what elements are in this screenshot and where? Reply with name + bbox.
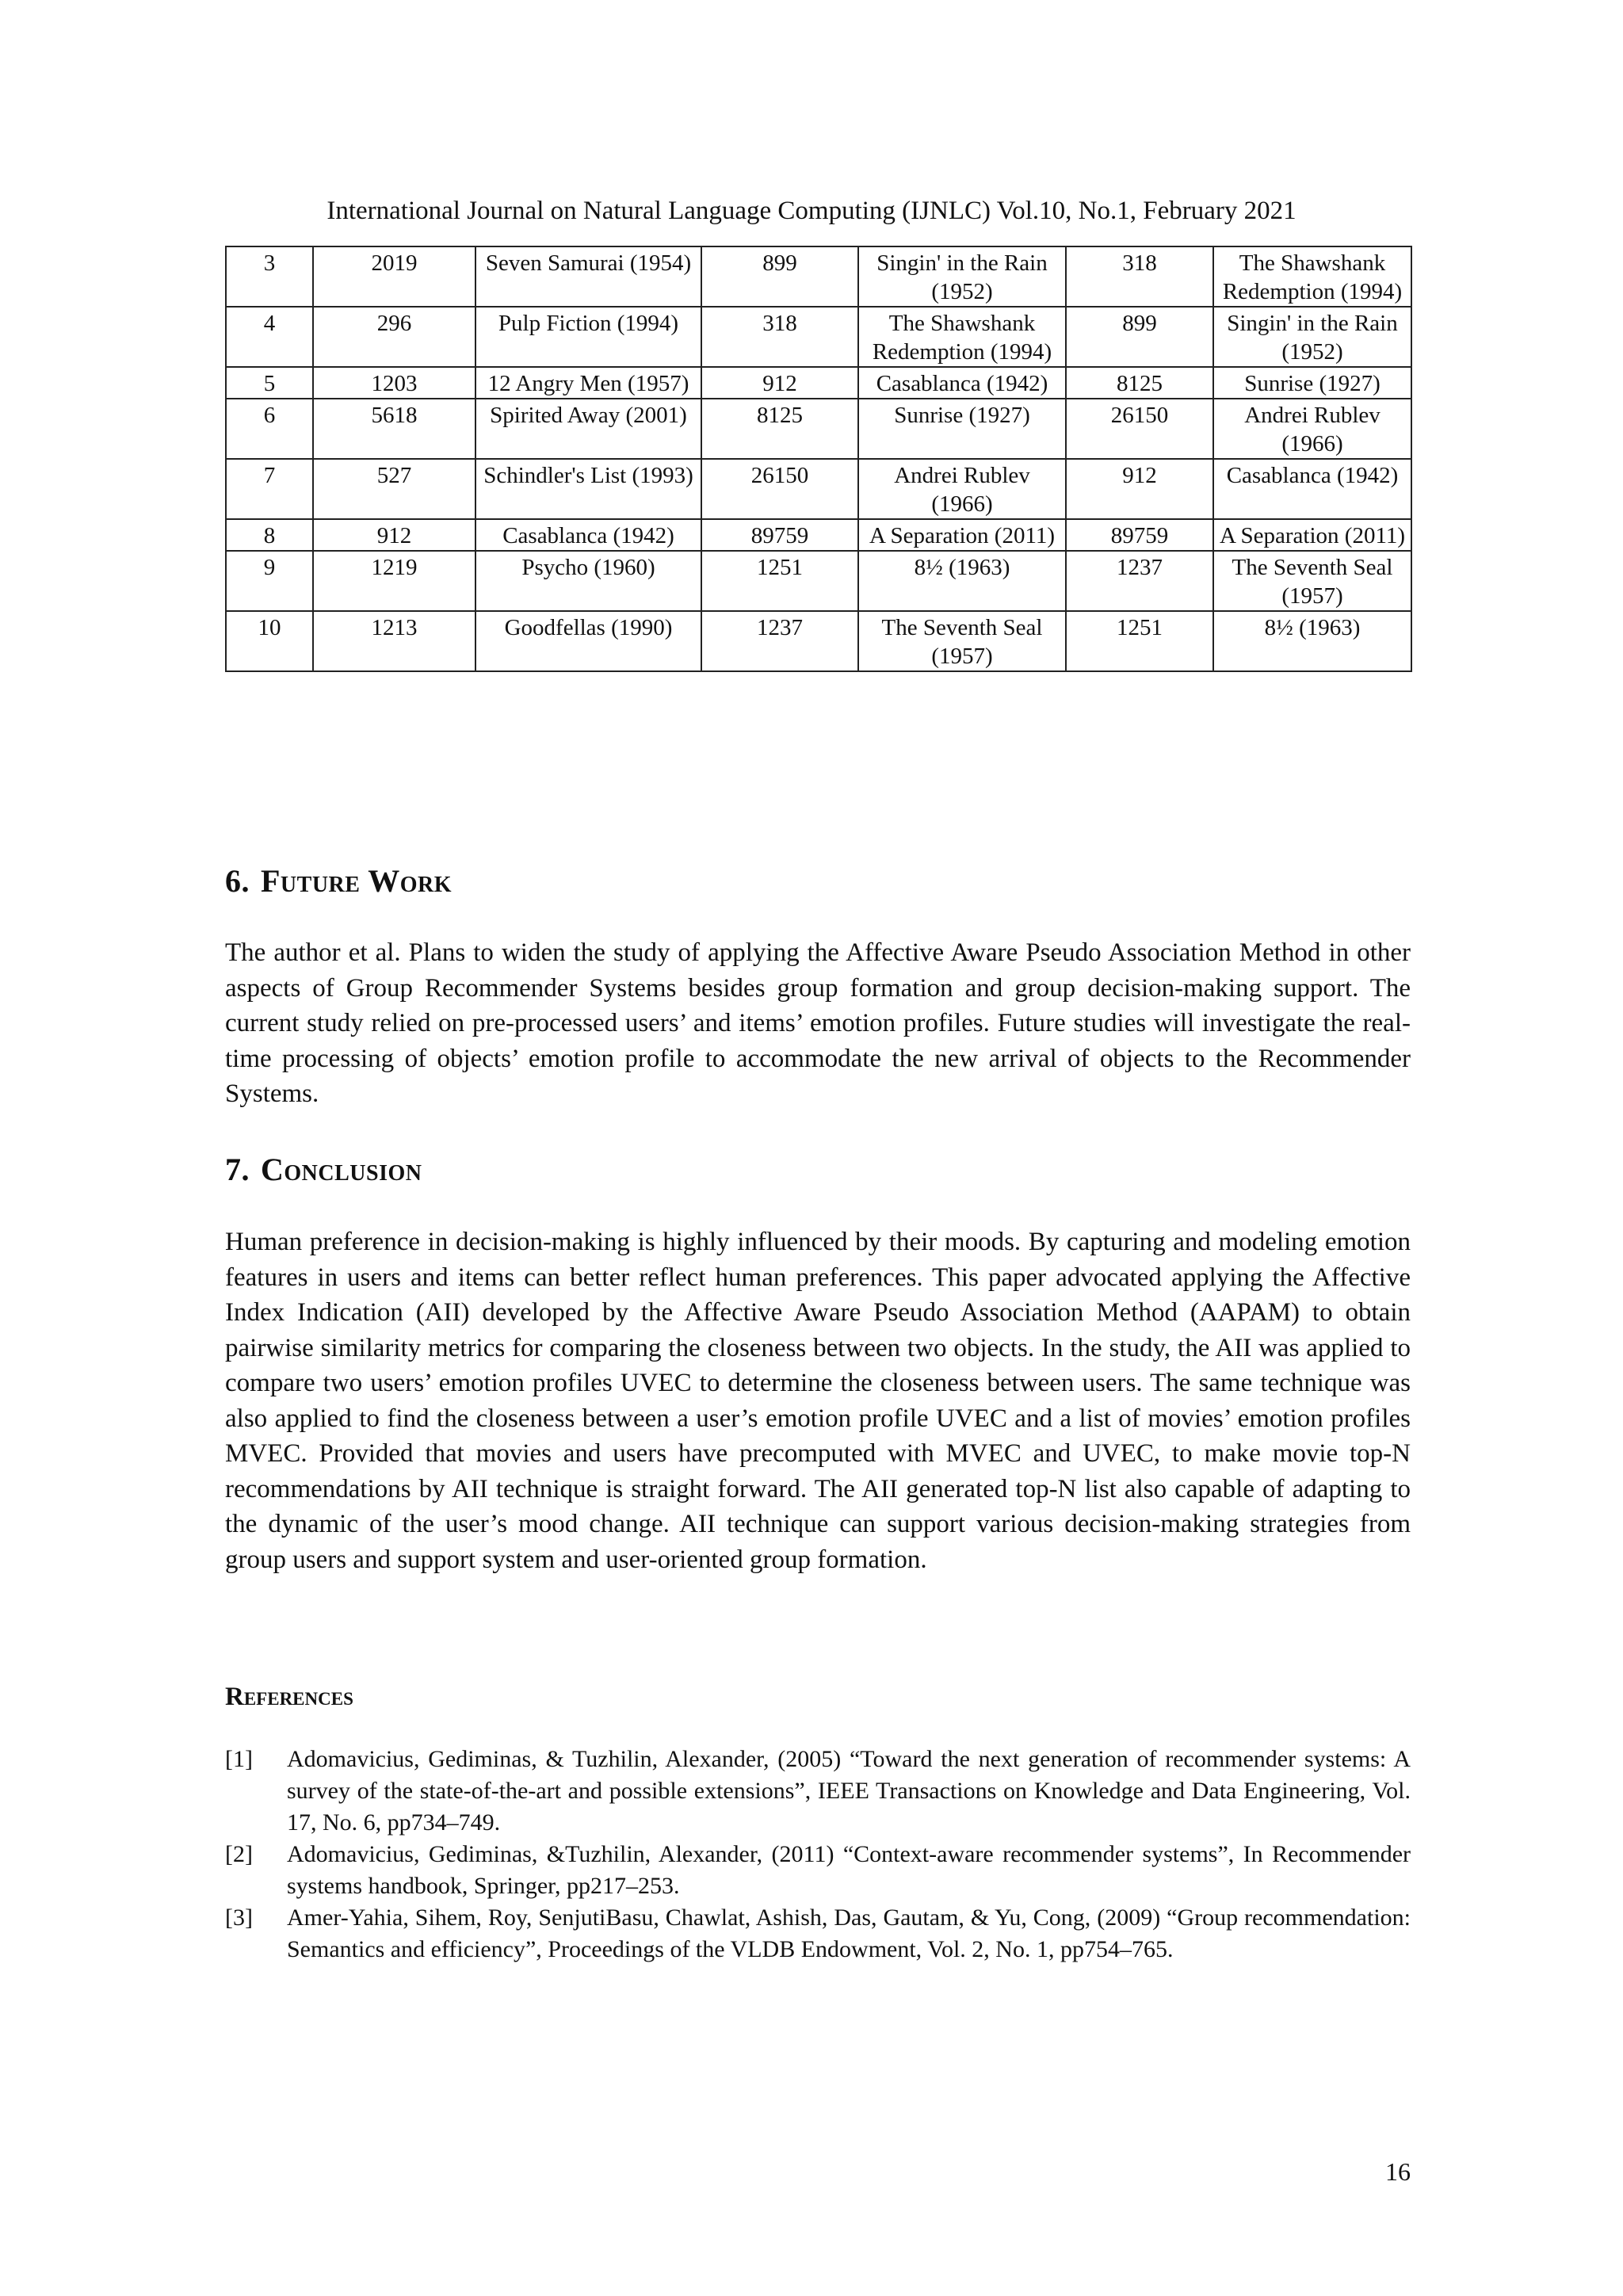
- table-cell-id2: 89759: [701, 519, 858, 551]
- table-cell-rank: 10: [226, 611, 313, 671]
- table-cell-id3: 26150: [1066, 399, 1213, 459]
- table-cell-id2: 26150: [701, 459, 858, 519]
- table-row: [226, 367, 1411, 399]
- reference-text: Adomavicius, Gediminas, &Tuzhilin, Alexander, (2011) “Context-aware recommender systems”, In Recommender systems handbook, Springer, pp217–253.: [287, 1841, 1411, 1899]
- table-cell-title3: The Shawshank Redemption (1994): [1213, 246, 1411, 307]
- table-row: [226, 551, 1411, 611]
- table-cell-id1: 2019: [313, 246, 475, 307]
- reference-item: [225, 1902, 1411, 1966]
- table-cell-title2: Andrei Rublev (1966): [858, 459, 1066, 519]
- table-row: [226, 519, 1411, 551]
- section-number: 7.: [225, 1152, 250, 1187]
- recommendation-table: [225, 246, 1412, 672]
- table-cell-id3: 912: [1066, 459, 1213, 519]
- section-title: Conclusion: [261, 1152, 422, 1187]
- table-row: [226, 246, 1411, 307]
- reference-item: [225, 1839, 1411, 1902]
- table-cell-title1: 12 Angry Men (1957): [475, 367, 701, 399]
- table-cell-id1: 296: [313, 307, 475, 367]
- reference-text: Amer-Yahia, Sihem, Roy, SenjutiBasu, Chawlat, Ashish, Das, Gautam, & Yu, Cong, (2009) “Group recommendation: Semantics and efficiency”, Proceedings of the VLDB Endowment, Vol. 2, No. 1, pp754–765.: [287, 1904, 1411, 1962]
- reference-item: [225, 1744, 1411, 1839]
- table-cell-title3: Singin' in the Rain (1952): [1213, 307, 1411, 367]
- table-cell-title1: Schindler's List (1993): [475, 459, 701, 519]
- section-number: 6.: [225, 863, 250, 899]
- table-cell-id3: 318: [1066, 246, 1213, 307]
- table-cell-id3: 8125: [1066, 367, 1213, 399]
- table-cell-rank: 3: [226, 246, 313, 307]
- table-cell-title3: Casablanca (1942): [1213, 459, 1411, 519]
- section-title: Future Work: [261, 863, 453, 899]
- table-row: [226, 459, 1411, 519]
- references-list: [225, 1744, 1411, 1966]
- table-cell-id2: 8125: [701, 399, 858, 459]
- future-work-heading: [225, 862, 452, 900]
- table-cell-id1: 1203: [313, 367, 475, 399]
- references-heading: References: [225, 1683, 353, 1711]
- table-cell-title2: Sunrise (1927): [858, 399, 1066, 459]
- table-cell-title2: Casablanca (1942): [858, 367, 1066, 399]
- table-row: [226, 399, 1411, 459]
- table-cell-id2: 899: [701, 246, 858, 307]
- reference-number: [1]: [225, 1746, 253, 1772]
- table-cell-id1: 5618: [313, 399, 475, 459]
- page-number: 16: [1385, 2157, 1411, 2186]
- table-cell-title1: Seven Samurai (1954): [475, 246, 701, 307]
- table-cell-id3: 1251: [1066, 611, 1213, 671]
- table-cell-id3: 899: [1066, 307, 1213, 367]
- table-cell-rank: 8: [226, 519, 313, 551]
- table-cell-title1: Spirited Away (2001): [475, 399, 701, 459]
- table-cell-title3: The Seventh Seal (1957): [1213, 551, 1411, 611]
- table-cell-rank: 6: [226, 399, 313, 459]
- table-cell-id1: 912: [313, 519, 475, 551]
- reference-text: Adomavicius, Gediminas, & Tuzhilin, Alexander, (2005) “Toward the next generation of recommender systems: A survey of the state-of-the-art and possible extensions”, IEEE Transactions on Knowledge and Data Engineering, Vol. 17, No. 6, pp734–749.: [287, 1746, 1411, 1836]
- table-row: [226, 611, 1411, 671]
- conclusion-heading: [225, 1151, 422, 1189]
- reference-number: [2]: [225, 1841, 253, 1867]
- table-cell-rank: 4: [226, 307, 313, 367]
- table-cell-id2: 318: [701, 307, 858, 367]
- table-cell-rank: 5: [226, 367, 313, 399]
- table-cell-id2: 1237: [701, 611, 858, 671]
- table-cell-title1: Pulp Fiction (1994): [475, 307, 701, 367]
- table-cell-id2: 912: [701, 367, 858, 399]
- table-cell-id2: 1251: [701, 551, 858, 611]
- table-cell-title1: Goodfellas (1990): [475, 611, 701, 671]
- table-cell-title1: Psycho (1960): [475, 551, 701, 611]
- table-cell-title3: 8½ (1963): [1213, 611, 1411, 671]
- table-cell-title3: Andrei Rublev (1966): [1213, 399, 1411, 459]
- table-cell-rank: 7: [226, 459, 313, 519]
- table-cell-title2: Singin' in the Rain (1952): [858, 246, 1066, 307]
- table-cell-id1: 527: [313, 459, 475, 519]
- conclusion-paragraph: Human preference in decision-making is highly influenced by their moods. By capturing and modeling emotion features in users and items can better reflect human preferences. This paper advocated applying the Affective Index Indication (AII) developed by the Affective Aware Pseudo Association Method (AAPAM) to obtain pairwise similarity metrics for comparing the closeness between two objects. In the study, the AII was applied to compare two users’ emotion profiles UVEC to determine the closeness between users. The same technique was also applied to find the closeness between a user’s emotion profile UVEC and a list of movies’ emotion profiles MVEC. Provided that movies and users have precomputed with MVEC and UVEC, to make movie top-N recommendations by AII technique is straight forward. The AII generated top-N list also capable of adapting to the dynamic of the user’s mood change. AII technique can support various decision-making strategies from group users and support system and user-oriented group formation.: [225, 1228, 1411, 1574]
- table-cell-id3: 89759: [1066, 519, 1213, 551]
- table-cell-id1: 1213: [313, 611, 475, 671]
- table-cell-title3: A Separation (2011): [1213, 519, 1411, 551]
- table-cell-title1: Casablanca (1942): [475, 519, 701, 551]
- table-row: [226, 307, 1411, 367]
- table-cell-title2: A Separation (2011): [858, 519, 1066, 551]
- table-cell-id1: 1219: [313, 551, 475, 611]
- table-cell-title3: Sunrise (1927): [1213, 367, 1411, 399]
- table-cell-rank: 9: [226, 551, 313, 611]
- table-cell-title2: 8½ (1963): [858, 551, 1066, 611]
- future-work-paragraph: The author et al. Plans to widen the study of applying the Affective Aware Pseudo Association Method in other aspects of Group Recommender Systems besides group formation and group decision-making support. The current study relied on pre-processed users’ and items’ emotion profiles. Future studies will investigate the real-time processing of objects’ emotion profile to accommodate the new arrival of objects to the Recommender Systems.: [225, 938, 1411, 1108]
- table-cell-id3: 1237: [1066, 551, 1213, 611]
- table-cell-title2: The Seventh Seal (1957): [858, 611, 1066, 671]
- running-header: International Journal on Natural Language Computing (IJNLC) Vol.10, No.1, February 2021: [327, 197, 1296, 225]
- table-body: [226, 246, 1411, 671]
- reference-number: [3]: [225, 1904, 253, 1931]
- table-cell-title2: The Shawshank Redemption (1994): [858, 307, 1066, 367]
